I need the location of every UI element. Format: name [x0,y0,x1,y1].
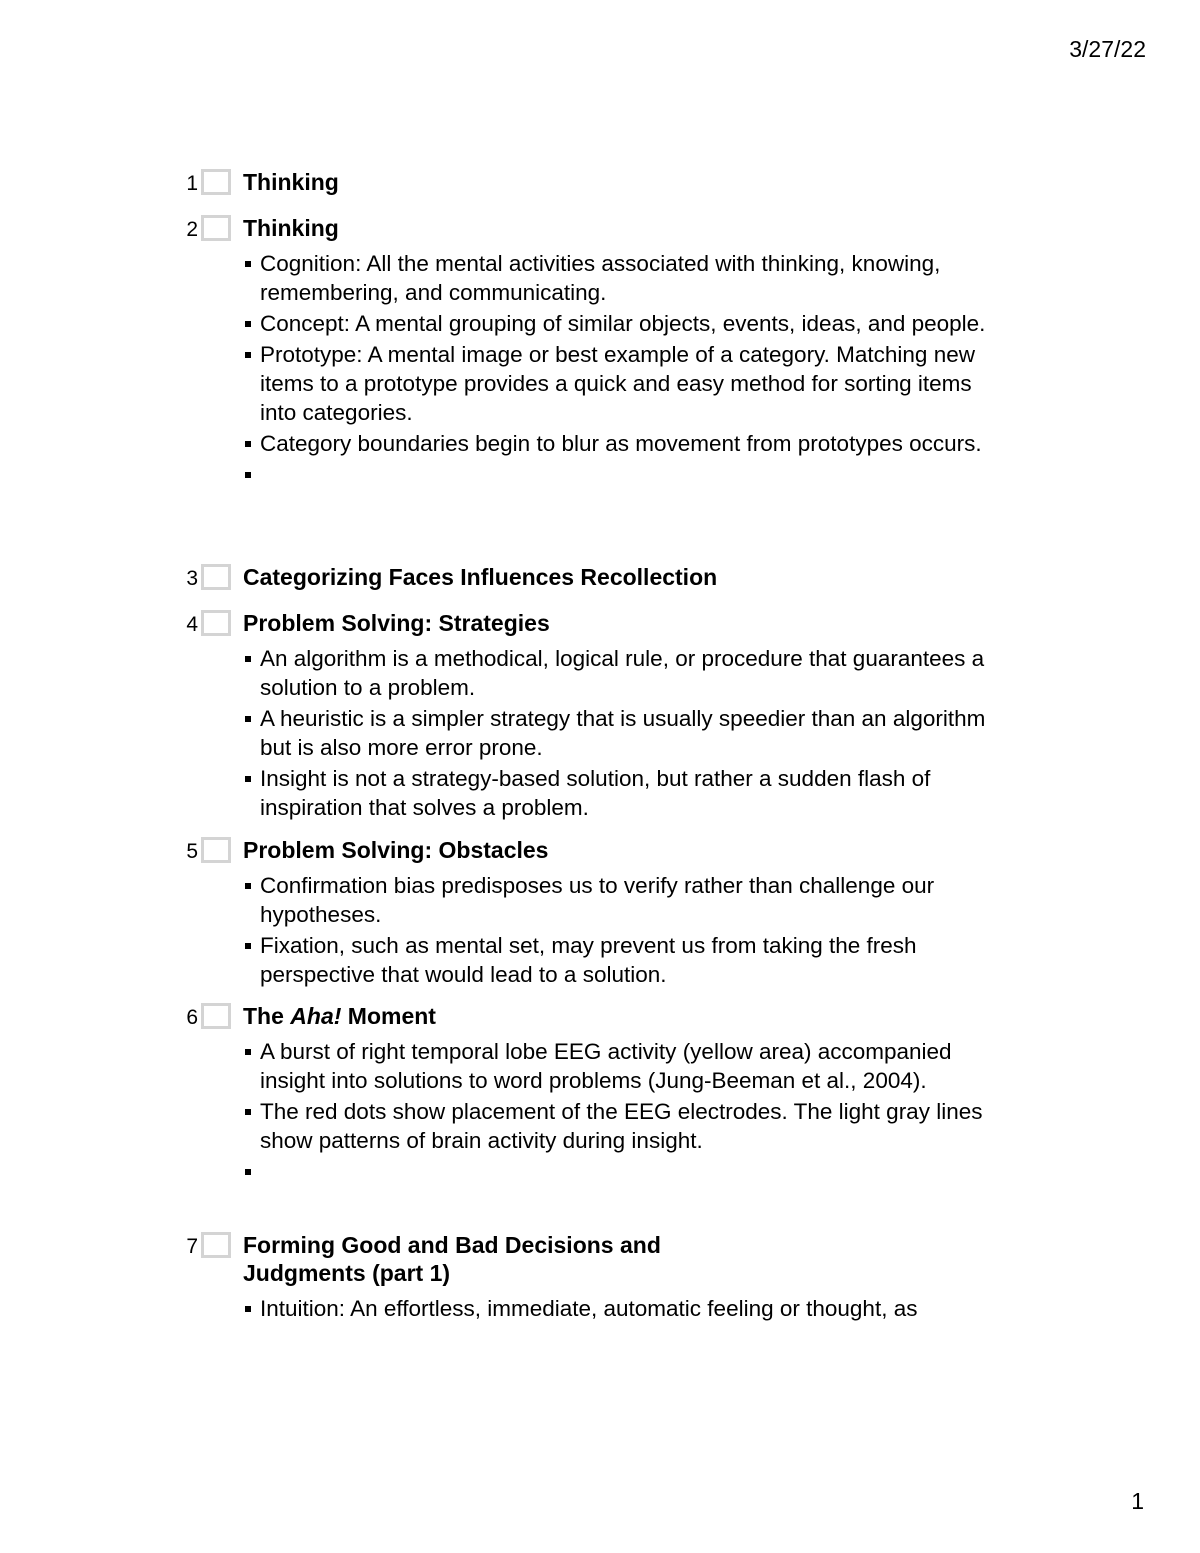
slide-number: 1 [186,172,198,195]
slide-title: Thinking [243,215,339,241]
bullet-item: Insight is not a strategy-based solution, but rather a sudden flash of inspiration that solves a problem. [243,764,1003,822]
bullet-list [243,1037,1003,1188]
slide-number: 4 [186,613,198,636]
bullet-item-empty [243,1157,1003,1186]
slide-thumbnail[interactable] [201,1232,231,1258]
bullet-item-empty [243,460,1003,489]
bullet-icon [245,1049,251,1055]
bullet-icon [245,776,251,782]
bullet-list [243,1294,1003,1325]
bullet-icon [245,716,251,722]
bullet-list [243,871,1003,991]
bullet-item: Prototype: A mental image or best example of a category. Matching new items to a prototype provides a quick and easy method for sorting items into categories. [243,340,1003,427]
slide-4 [0,609,1200,820]
bullet-item: Cognition: All the mental activities associated with thinking, knowing, remembering, and communicating. [243,249,1003,307]
bullet-icon [245,321,251,327]
slide-7 [0,1231,1200,1321]
slide-title: Forming Good and Bad Decisions and Judgments (part 1) [243,1232,661,1286]
bullet-icon [245,943,251,949]
slide-3 [0,563,1200,597]
date-header: 3/27/22 [1069,36,1146,62]
bullet-icon [245,883,251,889]
bullet-icon [245,352,251,358]
slide-6 [0,1002,1200,1153]
slide-title: The Aha! Moment [243,1003,436,1029]
slide-number: 2 [186,218,198,241]
bullet-icon [245,1306,251,1312]
bullet-icon [245,1109,251,1115]
bullet-icon [245,472,251,478]
slide-title: Categorizing Faces Influences Recollection [243,564,718,590]
slide-number: 5 [186,840,198,863]
bullet-item: Concept: A mental grouping of similar objects, events, ideas, and people. [243,309,1003,338]
slide-thumbnail[interactable] [201,1003,231,1029]
bullet-item: Intuition: An effortless, immediate, automatic feeling or thought, as [243,1294,1003,1323]
bullet-item: Confirmation bias predisposes us to verify rather than challenge our hypotheses. [243,871,1003,929]
slide-title: Thinking [243,169,339,195]
slide-thumbnail[interactable] [201,610,231,636]
bullet-icon [245,1169,251,1175]
slide-5 [0,836,1200,987]
slide-title: Problem Solving: Obstacles [243,837,549,863]
slide-1 [0,168,1200,202]
bullet-icon [245,261,251,267]
slide-number: 7 [186,1235,198,1258]
bullet-item: A burst of right temporal lobe EEG activity (yellow area) accompanied insight into solutions to word problems (Jung-Beeman et al., 2004). [243,1037,1003,1095]
bullet-item: Category boundaries begin to blur as movement from prototypes occurs. [243,429,1003,458]
bullet-item: A heuristic is a simpler strategy that is usually speedier than an algorithm but is also more error prone. [243,704,1003,762]
bullet-list [243,644,1003,824]
slide-title: Problem Solving: Strategies [243,610,550,636]
slide-thumbnail[interactable] [201,169,231,195]
bullet-item: Fixation, such as mental set, may prevent us from taking the fresh perspective that would lead to a solution. [243,931,1003,989]
bullet-icon [245,441,251,447]
slide-title-italic: Aha! [290,1003,342,1029]
bullet-item: An algorithm is a methodical, logical rule, or procedure that guarantees a solution to a problem. [243,644,1003,702]
slide-2 [0,214,1200,456]
slide-number: 3 [186,567,198,590]
slide-thumbnail[interactable] [201,215,231,241]
slide-thumbnail[interactable] [201,837,231,863]
slide-number: 6 [186,1006,198,1029]
bullet-item: The red dots show placement of the EEG electrodes. The light gray lines show patterns of brain activity during insight. [243,1097,1003,1155]
bullet-list [243,249,1003,491]
slide-thumbnail[interactable] [201,564,231,590]
page-number: 1 [1131,1488,1144,1514]
bullet-icon [245,656,251,662]
